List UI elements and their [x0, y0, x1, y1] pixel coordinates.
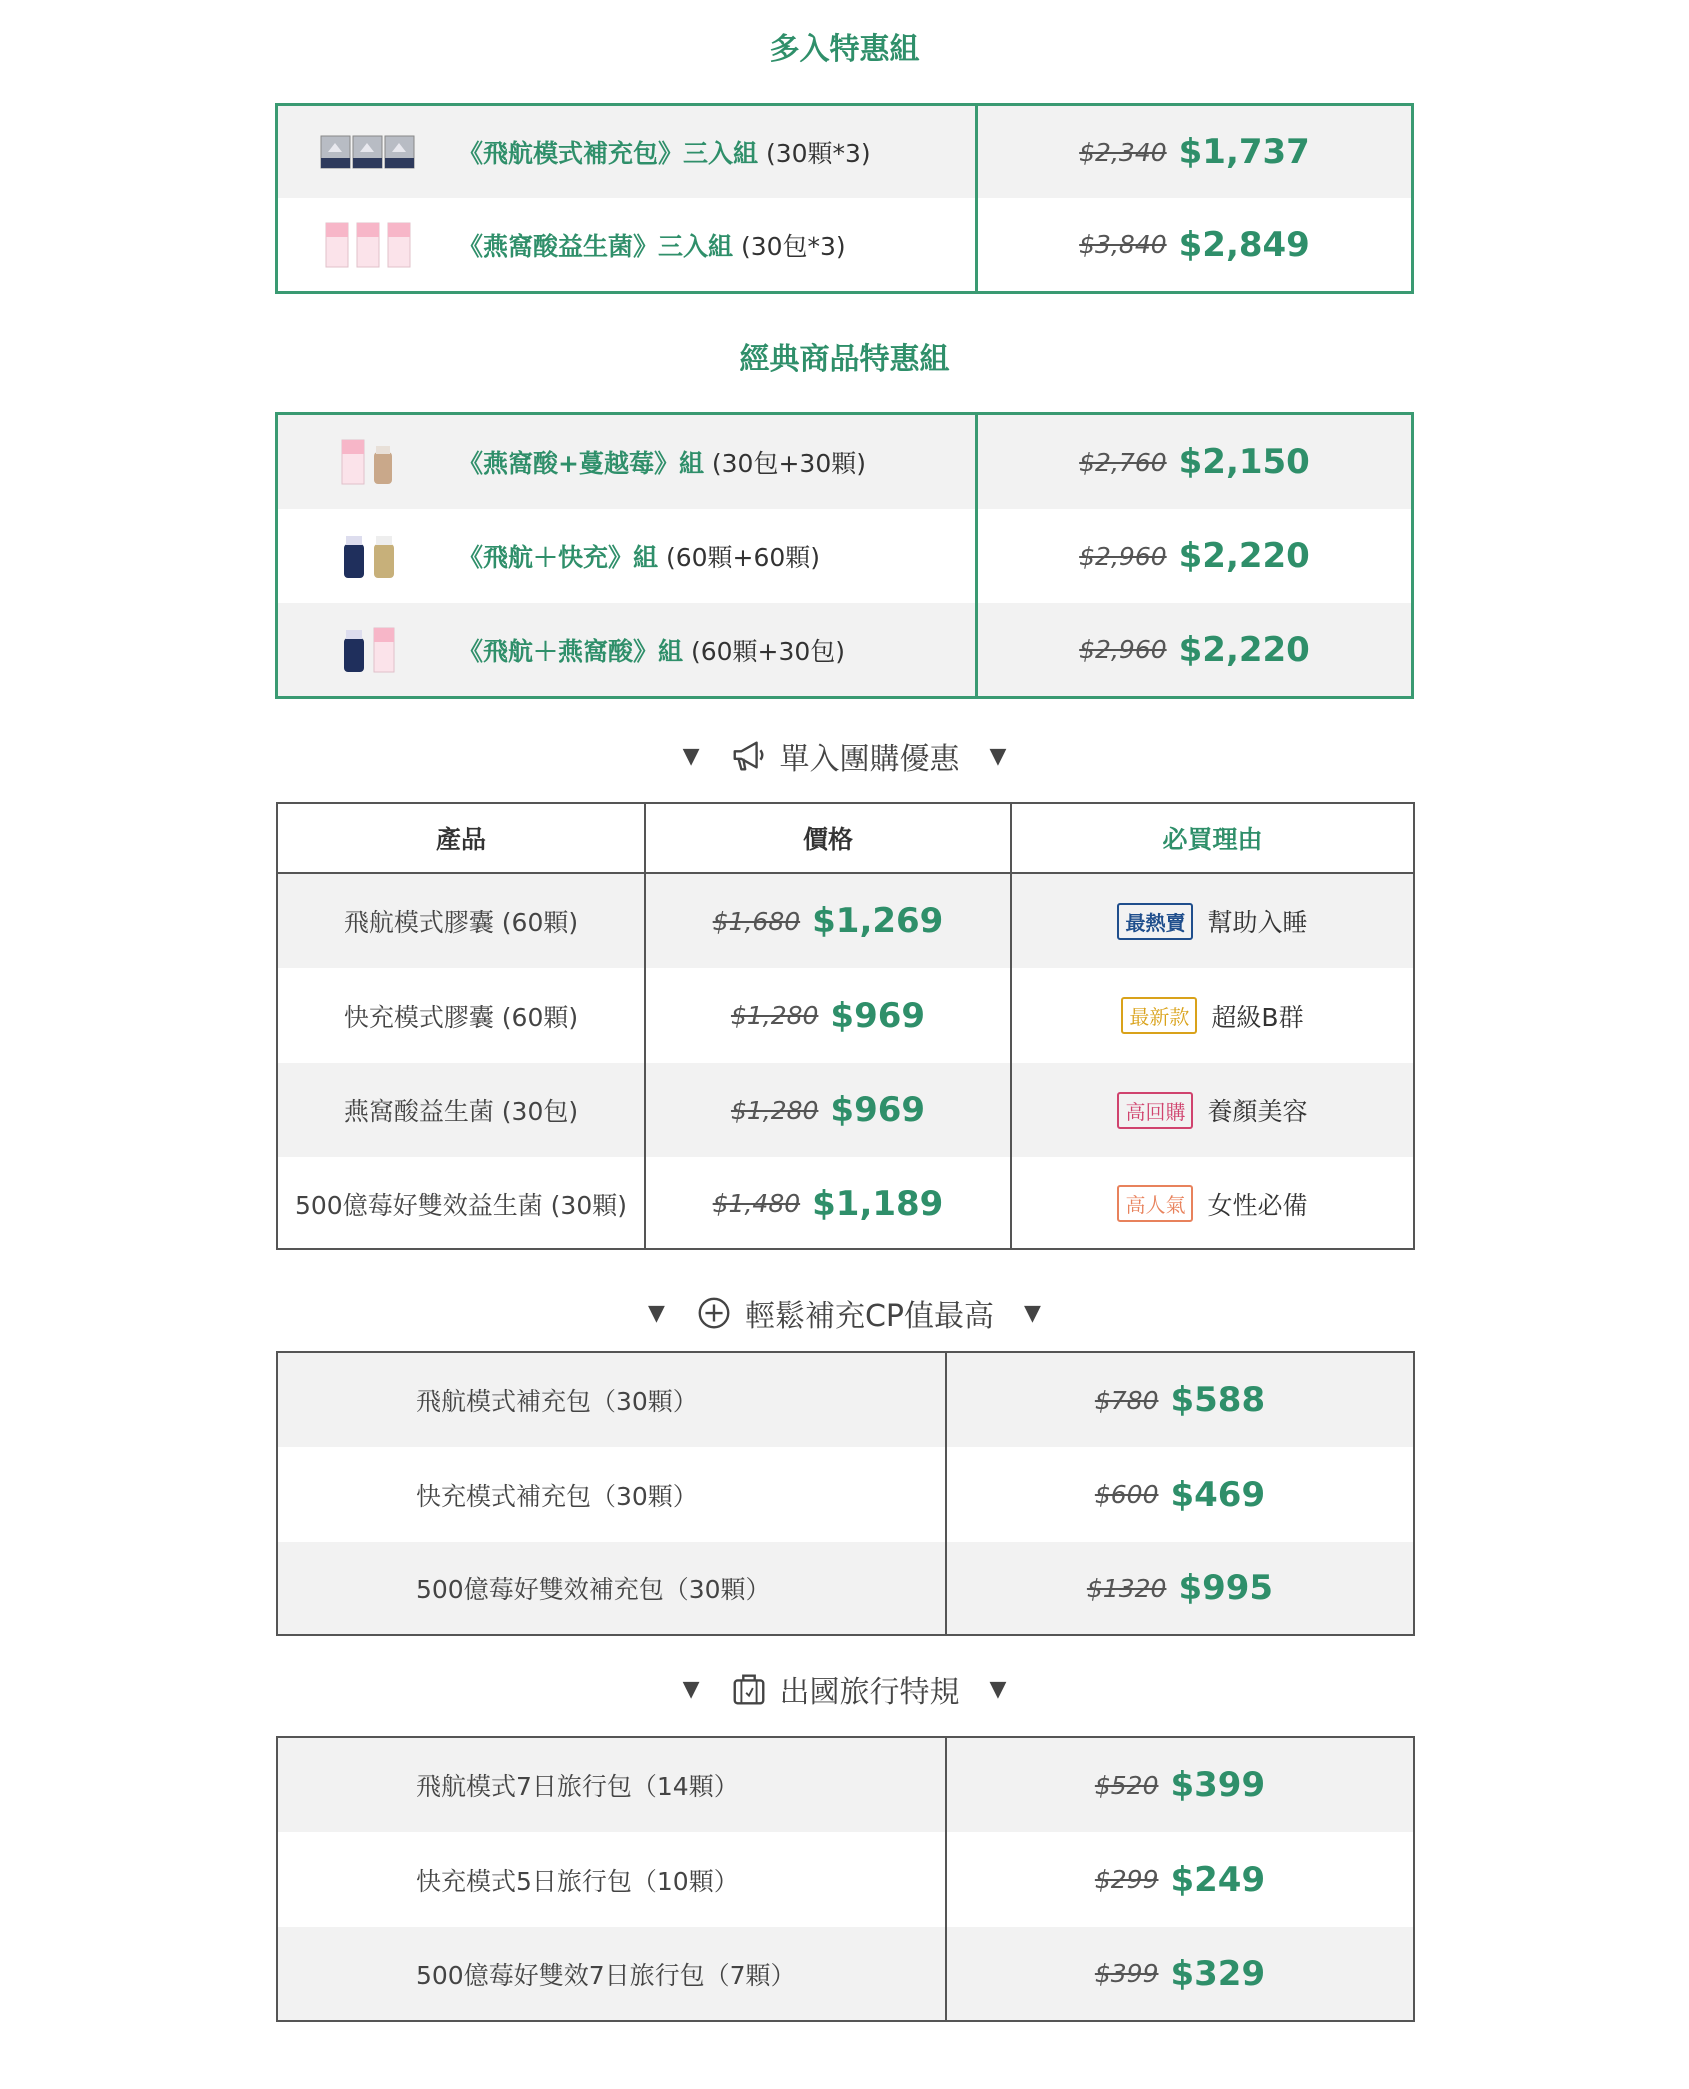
sale-price: $2,220 — [1178, 536, 1310, 576]
suitcase-icon — [730, 1670, 768, 1708]
product-name: 500億莓好雙效補充包（30顆） — [416, 1575, 771, 1604]
travel-heading — [0, 1667, 1689, 1711]
product-thumbnail — [278, 532, 458, 580]
sale-price: $588 — [1170, 1380, 1266, 1420]
sale-price: $469 — [1170, 1474, 1266, 1515]
megaphone-icon — [730, 737, 768, 775]
original-price: $2,960 — [1079, 635, 1167, 664]
reason-text: 養顏美容 — [1207, 1097, 1308, 1126]
product-thumbnail — [278, 626, 458, 674]
popular-badge: 高人氣 — [1117, 1185, 1193, 1222]
table-row[interactable] — [278, 509, 1411, 603]
product-spec: (30包*3) — [733, 231, 846, 261]
original-price: $1,280 — [730, 1001, 819, 1030]
product-name: 《飛航模式補充包》三入組 — [458, 139, 759, 168]
plus-circle-icon — [695, 1294, 733, 1332]
sale-price: $995 — [1178, 1568, 1274, 1608]
table-row[interactable] — [278, 415, 1411, 509]
bundle-image — [338, 626, 398, 674]
sale-price: $969 — [830, 995, 926, 1036]
product-name: 《燕窩酸益生菌》三入組 — [458, 231, 734, 261]
refill-heading — [0, 1291, 1689, 1335]
product-spec: (30顆*3) — [758, 139, 871, 168]
reason-text: 超級B群 — [1211, 1002, 1304, 1032]
product-name: 快充模式5日旅行包（10顆） — [416, 1866, 739, 1896]
single-heading — [0, 734, 1689, 778]
travel-price-table — [276, 1736, 1415, 2022]
product-name: 快充模式膠囊 (60顆) — [343, 1002, 579, 1032]
original-price: $780 — [1094, 1385, 1159, 1415]
product-spec: (60顆+60顆) — [658, 543, 821, 572]
product-name: 快充模式補充包（30顆） — [416, 1481, 698, 1511]
product-spec: (60顆+30包) — [683, 636, 846, 666]
product-spec: (30包+30顆) — [703, 449, 866, 478]
hot-sale-badge: 最熱賣 — [1117, 903, 1193, 940]
sale-price: $1,189 — [812, 1183, 944, 1224]
product-name: 500億莓好雙效7日旅行包（7顆） — [416, 1960, 796, 1990]
sale-price: $329 — [1170, 1953, 1266, 1994]
original-price: $1,280 — [730, 1095, 819, 1125]
triangle-down-icon: ▼ — [1024, 1300, 1041, 1326]
column-header: 必買理由 — [1010, 804, 1413, 872]
sale-price: $399 — [1170, 1765, 1266, 1805]
original-price: $520 — [1094, 1770, 1159, 1800]
single-price-table — [276, 802, 1415, 1250]
product-name: 《燕窩酸+蔓越莓》組 — [458, 449, 704, 478]
sale-price: $1,737 — [1178, 132, 1310, 172]
table-row[interactable] — [278, 1832, 1413, 1927]
new-item-badge: 最新款 — [1121, 997, 1197, 1034]
table-row[interactable] — [278, 1063, 1413, 1157]
product-name: 飛航模式7日旅行包（14顆） — [416, 1772, 739, 1801]
reason-text: 幫助入睡 — [1207, 908, 1308, 937]
triangle-down-icon: ▼ — [682, 1676, 700, 1702]
classic-set-table — [275, 412, 1414, 699]
table-row[interactable] — [278, 1927, 1413, 2020]
multi-set-table — [275, 103, 1414, 294]
original-price: $299 — [1094, 1865, 1159, 1894]
original-price: $1,680 — [712, 906, 801, 936]
original-price: $1320 — [1086, 1573, 1167, 1603]
product-name: 《飛航＋燕窩酸》組 — [458, 636, 684, 666]
triangle-down-icon: ▼ — [989, 1676, 1007, 1702]
repurchase-badge: 高回購 — [1117, 1092, 1193, 1129]
original-price: $3,840 — [1079, 230, 1167, 259]
triangle-down-icon: ▼ — [648, 1300, 665, 1326]
table-row[interactable] — [278, 1738, 1413, 1832]
sale-price: $2,150 — [1178, 442, 1310, 482]
table-row[interactable] — [278, 1157, 1413, 1250]
product-name: 燕窩酸益生菌 (30包) — [343, 1097, 579, 1126]
table-row[interactable] — [278, 198, 1411, 291]
section-title: 單入團購優惠 — [779, 742, 960, 777]
section-title: 出國旅行特規 — [779, 1675, 960, 1710]
triangle-down-icon: ▼ — [989, 743, 1007, 769]
column-header: 產品 — [435, 825, 486, 854]
reason-text: 女性必備 — [1207, 1190, 1308, 1220]
bundle-image — [338, 532, 398, 580]
table-row[interactable] — [278, 1353, 1413, 1447]
pink-box-image — [320, 221, 416, 269]
sale-price: $2,220 — [1178, 629, 1310, 670]
table-row[interactable] — [278, 1447, 1413, 1542]
table-row[interactable] — [278, 603, 1411, 696]
table-row[interactable] — [278, 1542, 1413, 1634]
original-price: $399 — [1094, 1959, 1159, 1988]
table-header — [278, 804, 1413, 874]
original-price: $2,340 — [1079, 137, 1167, 167]
refill-pack-image — [320, 134, 416, 170]
sale-price: $1,269 — [812, 901, 944, 941]
original-price: $600 — [1094, 1480, 1159, 1509]
table-row[interactable] — [278, 968, 1413, 1063]
refill-price-table — [276, 1351, 1415, 1636]
bundle-image — [338, 438, 398, 486]
product-thumbnail — [278, 438, 458, 486]
sale-price: $969 — [830, 1090, 926, 1130]
sale-price: $2,849 — [1178, 224, 1310, 265]
original-price: $1,480 — [712, 1189, 801, 1218]
original-price: $2,760 — [1079, 447, 1167, 477]
classic-set-title: 經典商品特惠組 — [739, 342, 950, 377]
section-title: 輕鬆補充CP值最高 — [744, 1299, 995, 1334]
table-row[interactable] — [278, 874, 1413, 968]
original-price: $2,960 — [1079, 541, 1167, 571]
product-name: 《飛航＋快充》組 — [458, 543, 659, 572]
product-thumbnail — [278, 134, 458, 170]
product-name: 飛航模式膠囊 (60顆) — [343, 908, 579, 937]
product-thumbnail — [278, 221, 458, 269]
product-name: 500億莓好雙效益生菌 (30顆) — [295, 1190, 627, 1220]
triangle-down-icon: ▼ — [682, 743, 700, 769]
product-name: 飛航模式補充包（30顆） — [416, 1387, 698, 1416]
sale-price: $249 — [1170, 1859, 1266, 1900]
multi-set-title: 多入特惠組 — [769, 32, 920, 67]
table-row[interactable] — [278, 106, 1411, 198]
column-header: 價格 — [644, 804, 1010, 872]
